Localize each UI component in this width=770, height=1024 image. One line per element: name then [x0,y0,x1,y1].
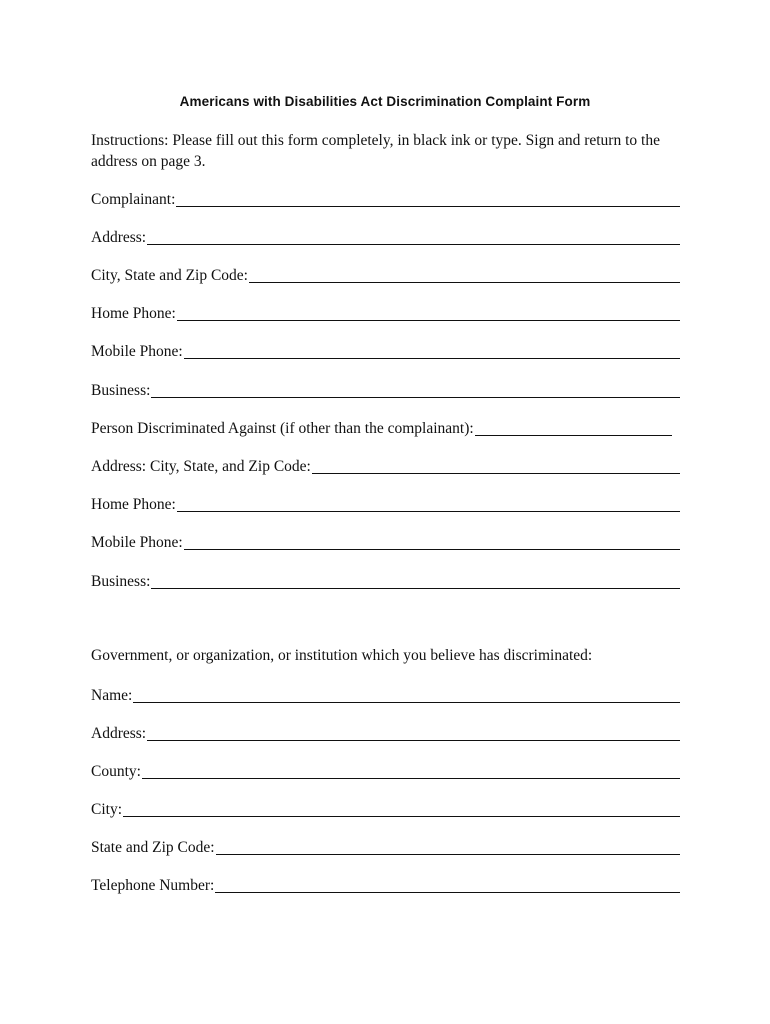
person-business-input-line[interactable] [151,588,680,589]
business-label: Business: [91,382,151,399]
address-input-line[interactable] [147,244,680,245]
org-state-zip-input-line[interactable] [216,854,680,855]
complainant-label: Complainant: [91,191,176,208]
person-discriminated-label: Person Discriminated Against (if other than the complainant): [91,420,474,437]
person-address-label: Address: City, State, and Zip Code: [91,458,311,475]
org-name-field[interactable] [91,684,680,706]
org-address-input-line[interactable] [147,740,680,741]
org-city-field[interactable] [91,798,680,820]
form-instructions: Instructions: Please fill out this form completely, in black ink or type. Sign and return to the address on page 3. [91,132,660,170]
org-county-label: County: [91,763,141,780]
org-county-input-line[interactable] [142,778,680,779]
business-input-line[interactable] [151,397,680,398]
org-address-label: Address: [91,725,147,742]
mobile-phone-label: Mobile Phone: [91,343,183,360]
person-discriminated-field[interactable] [91,417,672,439]
org-telephone-field[interactable] [91,874,680,896]
person-mobile-phone-input-line[interactable] [184,549,680,550]
organization-section-heading: Government, or organization, or institution which you believe has discriminated: [91,647,593,664]
business-field[interactable] [91,379,680,401]
person-home-phone-input-line[interactable] [177,511,680,512]
org-address-field[interactable] [91,722,680,744]
person-home-phone-label: Home Phone: [91,496,176,513]
person-mobile-phone-label: Mobile Phone: [91,534,183,551]
home-phone-input-line[interactable] [177,320,680,321]
person-home-phone-field[interactable] [91,493,680,515]
city-state-zip-input-line[interactable] [249,282,680,283]
org-name-label: Name: [91,687,133,704]
org-state-zip-label: State and Zip Code: [91,839,215,856]
complainant-input-line[interactable] [176,206,680,207]
org-telephone-label: Telephone Number: [91,877,215,894]
person-mobile-phone-field[interactable] [91,531,680,553]
home-phone-label: Home Phone: [91,305,176,322]
org-name-input-line[interactable] [133,702,680,703]
person-address-field[interactable] [91,455,680,477]
person-discriminated-input-line[interactable] [475,435,672,436]
mobile-phone-field[interactable] [91,340,680,362]
person-business-field[interactable] [91,570,680,592]
org-county-field[interactable] [91,760,680,782]
org-city-label: City: [91,801,123,818]
org-city-input-line[interactable] [123,816,680,817]
home-phone-field[interactable] [91,302,680,324]
city-state-zip-label: City, State and Zip Code: [91,267,248,284]
org-state-zip-field[interactable] [91,836,680,858]
person-business-label: Business: [91,573,151,590]
org-telephone-input-line[interactable] [215,892,680,893]
complainant-field[interactable] [91,188,680,210]
form-title: Americans with Disabilities Act Discrimination Complaint Form [179,94,591,109]
person-address-input-line[interactable] [312,473,680,474]
address-field[interactable] [91,226,680,248]
address-label: Address: [91,229,147,246]
city-state-zip-field[interactable] [91,264,680,286]
mobile-phone-input-line[interactable] [184,358,680,359]
